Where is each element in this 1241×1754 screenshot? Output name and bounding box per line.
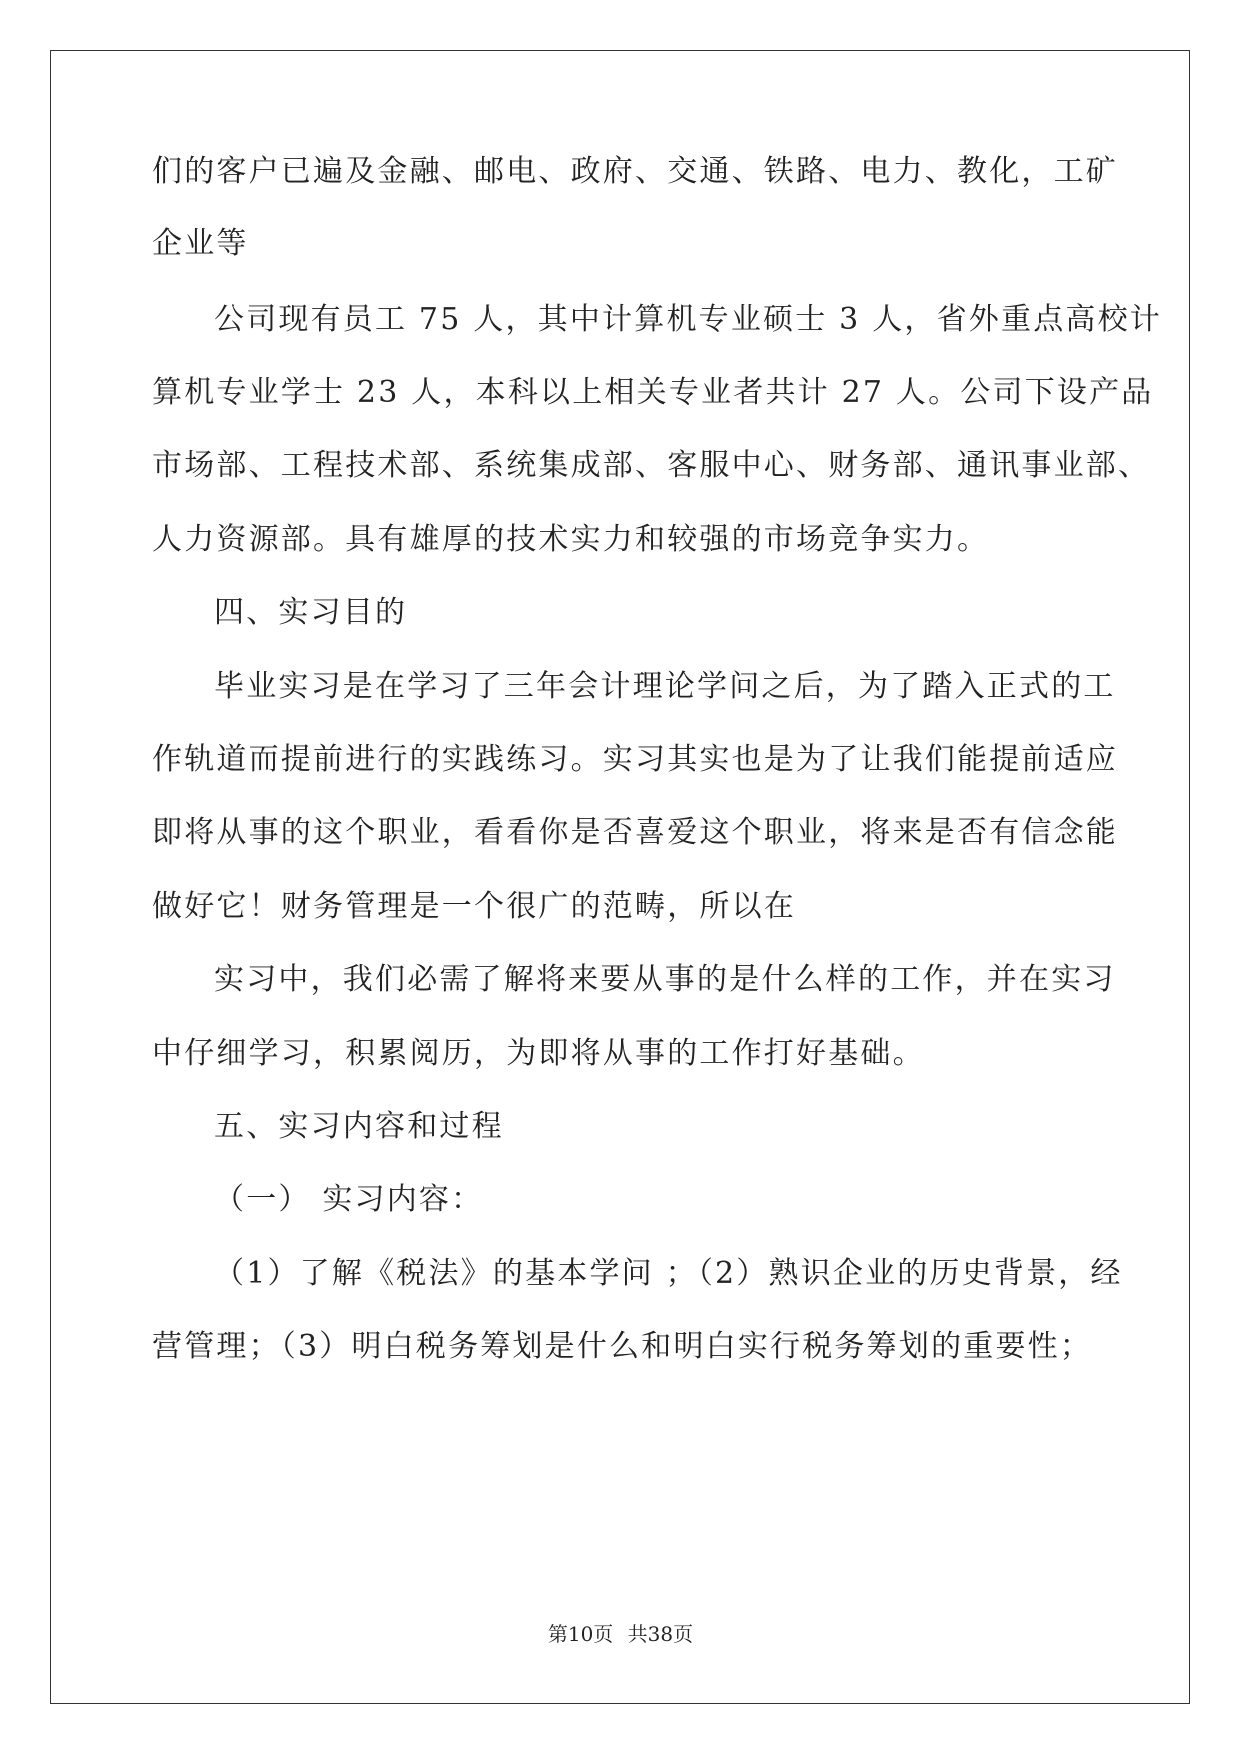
text-line: 即将从事的这个职业，看看你是否喜爱这个职业，将来是否有信念能 <box>152 815 1118 850</box>
text-line: 算机专业学士 23 人，本科以上相关专业者共计 27 人。公司下设产品 <box>152 375 1154 410</box>
subsection-heading: （一） 实习内容： <box>214 1182 484 1217</box>
text-line: 人力资源部。具有雄厚的技术实力和较强的市场竞争实力。 <box>152 522 990 557</box>
text-line: 作轨道而提前进行的实践练习。实习其实也是为了让我们能提前适应 <box>152 742 1118 777</box>
text-line: 们的客户已遍及金融、邮电、政府、交通、铁路、电力、教化，工矿 <box>152 154 1118 189</box>
text-line: 企业等 <box>152 226 249 261</box>
page-footer <box>0 1622 1241 1646</box>
section-heading: 四、实习目的 <box>214 595 408 630</box>
page-number: 第10页 <box>547 1622 614 1646</box>
paragraph-start: 实习中，我们必需了解将来要从事的是什么样的工作，并在实习 <box>214 962 1116 997</box>
paragraph-start: 毕业实习是在学习了三年会计理论学问之后，为了踏入正式的工 <box>214 669 1116 704</box>
page-total: 共38页 <box>627 1622 694 1646</box>
page-border <box>50 50 1190 1704</box>
text-line: 营管理；（3）明白税务筹划是什么和明白实行税务筹划的重要性； <box>152 1329 1093 1364</box>
text-line: 中仔细学习，积累阅历，为即将从事的工作打好基础。 <box>152 1036 925 1071</box>
text-line: 市场部、工程技术部、系统集成部、客服中心、财务部、通讯事业部、 <box>152 448 1151 483</box>
text-line: 做好它！财务管理是一个很广的范畴，所以在 <box>152 889 796 924</box>
section-heading: 五、实习内容和过程 <box>214 1109 504 1144</box>
paragraph-start: （1）了解《税法》的基本学问 ；（2）熟识企业的历史背景，经 <box>214 1256 1123 1291</box>
paragraph-start: 公司现有员工 75 人，其中计算机专业硕士 3 人，省外重点高校计 <box>214 302 1163 337</box>
